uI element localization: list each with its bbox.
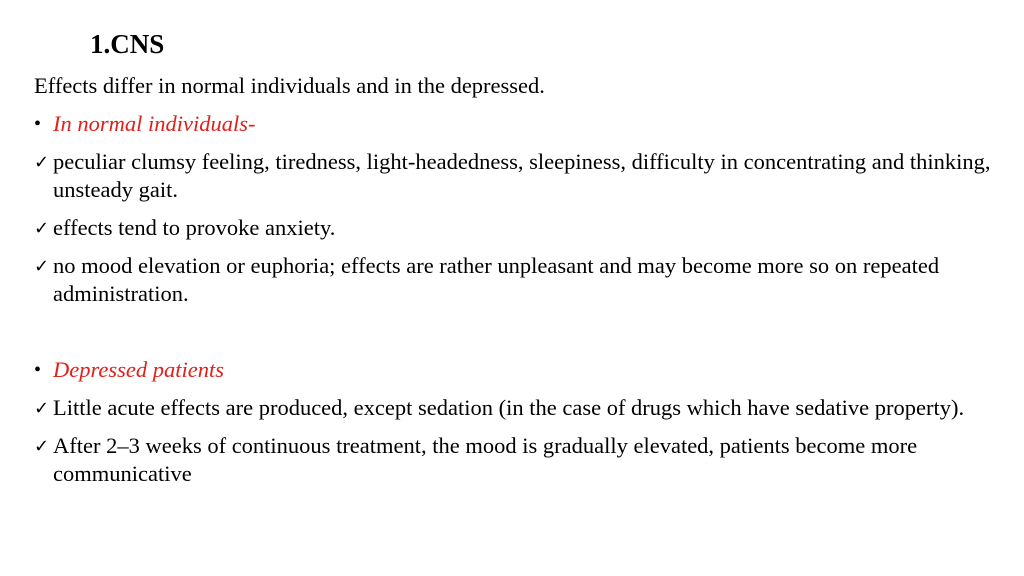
list-item xyxy=(34,432,1004,488)
list-item xyxy=(34,252,1004,308)
checkmark-icon: ✓ xyxy=(34,256,50,277)
bullet-icon: • xyxy=(34,359,42,381)
list-item xyxy=(34,394,1004,422)
checkmark-icon: ✓ xyxy=(34,436,50,457)
slide-body xyxy=(34,72,1004,498)
section-heading-depressed xyxy=(34,356,1004,384)
list-item-text: Little acute effects are produced, except sedation (in the case of drugs which have sedative property). xyxy=(53,395,965,420)
checkmark-icon: ✓ xyxy=(34,218,50,239)
list-item-text: After 2–3 weeks of continuous treatment, the mood is gradually elevated, patients become more communicative xyxy=(53,433,918,486)
section-heading-label: In normal individuals- xyxy=(53,111,256,136)
checkmark-icon: ✓ xyxy=(34,152,50,173)
bullet-icon: • xyxy=(34,113,42,135)
checkmark-icon: ✓ xyxy=(34,398,50,419)
list-item-text: effects tend to provoke anxiety. xyxy=(53,215,336,240)
intro-text: Effects differ in normal individuals and in the depressed. xyxy=(34,73,545,98)
slide-title: 1.CNS xyxy=(90,29,165,59)
list-item-text: peculiar clumsy feeling, tiredness, light-headedness, sleepiness, difficulty in concentrating and thinking, unsteady gait. xyxy=(53,149,991,202)
list-item xyxy=(34,148,1004,204)
section-heading-label: Depressed patients xyxy=(53,357,225,382)
list-item xyxy=(34,214,1004,242)
list-item-text: no mood elevation or euphoria; effects are rather unpleasant and may become more so on repeated administration. xyxy=(53,253,940,306)
section-spacer xyxy=(34,318,1004,356)
section-heading-normal xyxy=(34,110,1004,138)
